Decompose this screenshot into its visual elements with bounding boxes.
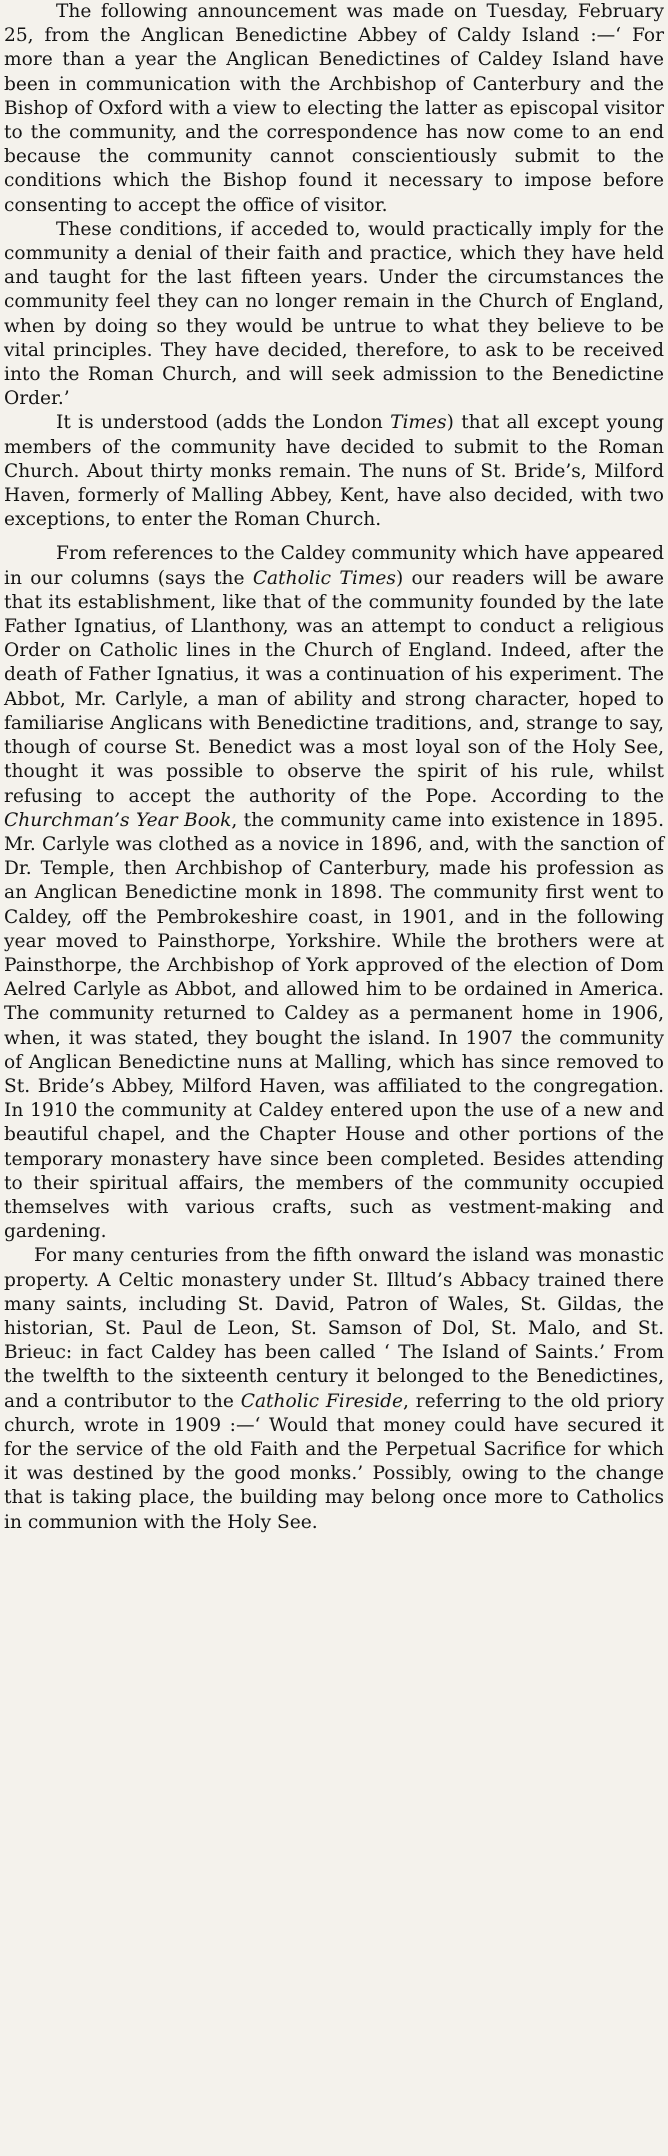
- paragraph-conditions: [4, 218, 664, 412]
- paragraph-times-report: [4, 411, 664, 532]
- publication-title: Catholic Fireside: [240, 1390, 403, 1412]
- publication-title: Catholic Times: [252, 567, 396, 589]
- paragraph-text: From references to the Caldey community which have appeared in our columns (says the: [4, 543, 664, 589]
- paragraph-announcement: [4, 0, 664, 218]
- paragraph-text: It is understood (adds the London: [56, 412, 391, 434]
- paragraph-island-history: [4, 1244, 664, 1534]
- paragraph-text: The following announcement was made on Tuesday, February 25, from the Anglican Benedictine Abbey of Caldy Island :—‘ For more than a year the Anglican Benedictines of Caldey Island have been in communication with the Archbishop of Canterbury and the Bishop of Oxford with a view to electing the latter as episcopal visitor to the community, and the correspondence has now come to an end because the community cannot conscientiously submit to the conditions which the Bishop found it necessary to impose before consenting to accept the office of visitor.: [4, 1, 664, 216]
- paragraph-history: [4, 542, 664, 1244]
- publication-title: Times: [390, 412, 447, 434]
- paragraph-text: , the community came into existence in 1895. Mr. Carlyle was clothed as a novice in 1896, and, with the sanction of Dr. Temple, then Archbishop of Canterbury, made his profession as an Anglican Benedictine monk in 1898. The community first went to Caldey, off the Pembrokeshire coast, in 1901, and in the following year moved to Painsthorpe, Yorkshire. While the brothers were at Painsthorpe, the Archbishop of York approved of the election of Dom Aelred Carlyle as Abbot, and allowed him to be ordained in America. The community returned to Caldey as a permanent home in 1906, when, it was stated, they bought the island. In 1907 the community of Anglican Benedictine nuns at Malling, which has since removed to St. Bride’s Abbey, Milford Haven, was affiliated to the congregation. In 1910 the community at Caldey entered upon the use of a new and beautiful chapel, and the Chapter House and other portions of the temporary monastery have since been completed. Besides attending to their spiritual affairs, the members of the community occupied themselves with various crafts, such as vestment-making and gardening.: [4, 809, 664, 1243]
- publication-title: Churchman’s Year Book: [4, 809, 232, 831]
- paragraph-text: For many centuries from the fifth onward the island was monastic property. A Celtic monastery under St. Illtud’s Abbacy trained there many saints, including St. David, Patron of Wales, St. Gildas, the historian, St. Paul de Leon, St. Samson of Dol, St. Malo, and St. Brieuc: in fact Caldey has been called ‘ The Island of Saints.’ From the twelfth to the sixteenth century it belonged to the Benedictines, and a contributor to the: [4, 1245, 664, 1412]
- paragraph-text: These conditions, if acceded to, would practically imply for the community a denial of their faith and practice, which they have held and taught for the last fifteen years. Under the circumstances the community feel they can no longer remain in the Church of England, when by doing so they would be untrue to what they believe to be vital principles. They have decided, therefore, to ask to be received into the Roman Church, and will seek admission to the Benedictine Order.’: [4, 218, 664, 410]
- paragraph-text: ) that all except young members of the community have decided to submit to the Roman Church. About thirty monks remain. The nuns of St. Bride’s, Milford Haven, formerly of Malling Abbey, Kent, have also decided, with two exceptions, to enter the Roman Church.: [4, 412, 665, 531]
- paragraph-text: , referring to the old priory church, wrote in 1909 :—‘ Would that money could have secured it for the service of the old Faith and the Perpetual Sacrifice for which it was destined by the good monks.’ Possibly, owing to the change that is taking place, the building may belong once more to Catholics in communion with the Holy See.: [4, 1390, 664, 1533]
- paragraph-text: ) our readers will be aware that its establishment, like that of the community founded by the late Father Ignatius, of Llanthony, was an attempt to conduct a religious Order on Catholic lines in the Church of England. Indeed, after the death of Father Ignatius, it was a continuation of his experiment. The Abbot, Mr. Carlyle, a man of ability and strong character, hoped to familiarise Anglicans with Benedictine traditions, and, strange to say, though of course St. Benedict was a most loyal son of the Holy See, thought it was possible to observe the spirit of his rule, whilst refusing to accept the authority of the Pope. According to the: [4, 567, 664, 807]
